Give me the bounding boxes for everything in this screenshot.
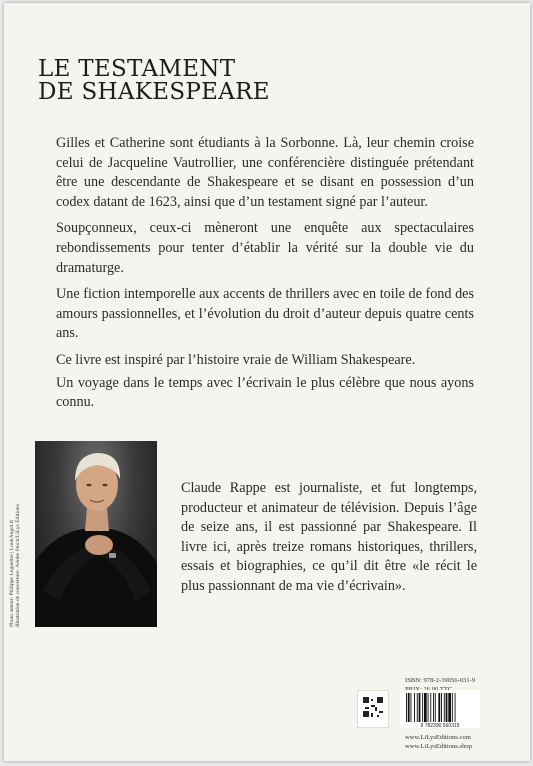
synopsis bbox=[56, 134, 474, 420]
barcode-digits: 9 782390 560319 bbox=[420, 723, 460, 728]
photo-credit-line: Photo auteur: Philippe Legueltre | LookAngel.fr bbox=[9, 519, 15, 627]
barcode-bar bbox=[411, 693, 412, 722]
barcode-bar bbox=[448, 693, 451, 722]
barcode-bar bbox=[438, 693, 440, 722]
photo-credit bbox=[9, 441, 22, 627]
qr-code bbox=[357, 690, 389, 728]
book-title bbox=[38, 58, 270, 104]
author-bio: Claude Rappe est journaliste, et fut longtemps, producteur et animateur de télévision. Depuis l’âge de seize ans, il est passionné par Shakespeare. Il livre ici, après treize romans historiques, thrillers, essais et biographies, ce qu’il dit être «le récit le plus passionnant de ma vie d’écrivain». bbox=[181, 480, 477, 594]
barcode-bar bbox=[414, 693, 415, 722]
barcode-bar bbox=[424, 693, 427, 722]
barcode-bar bbox=[455, 693, 456, 722]
isbn: ISBN: 978-2-39056-031-9 bbox=[405, 677, 476, 684]
barcode-bar bbox=[452, 693, 453, 722]
barcode-bar bbox=[430, 693, 431, 722]
synopsis-paragraph: Un voyage dans le temps avec l’écrivain le plus célèbre que nous ayons connu. bbox=[56, 374, 474, 411]
barcode bbox=[400, 690, 480, 728]
barcode-bar bbox=[444, 693, 445, 722]
barcode-bar bbox=[422, 693, 423, 722]
barcode-bar bbox=[435, 693, 436, 722]
barcode-bar bbox=[433, 693, 434, 722]
synopsis-paragraph: Soupçonneux, ceux-ci mèneront une enquête aux spectaculaires rebondissements pour tenter d’établir la vérité sur la double vie du dramaturge. bbox=[56, 220, 474, 276]
publisher-urls bbox=[405, 733, 472, 751]
barcode-bar bbox=[408, 693, 410, 722]
website-link[interactable]: www.LiLysEditions.com bbox=[405, 734, 471, 741]
website-link[interactable]: www.LiLysEditions.shop bbox=[405, 743, 472, 750]
barcode-bar bbox=[446, 693, 448, 722]
barcode-bar bbox=[428, 693, 429, 722]
illustration-credit-line: Illustration de couverture: Adobe Stock/LiLys Éditions bbox=[15, 504, 22, 627]
synopsis-paragraph: Gilles et Catherine sont étudiants à la Sorbonne. Là, leur chemin croise celui de Jacqueline Vautrollier, une conférencière distinguée prétendant être une descendante de Shakespeare et se disant en possession d’un codex datant de 1623, ainsi que d’un testament signé par l’auteur. bbox=[56, 135, 474, 210]
barcode-bar bbox=[406, 693, 407, 722]
author-photo bbox=[35, 441, 157, 627]
barcode-bar bbox=[441, 693, 442, 722]
barcode-bar bbox=[417, 693, 418, 722]
barcode-bar bbox=[419, 693, 421, 722]
title-line-1: LE TESTAMENT bbox=[38, 56, 236, 82]
synopsis-paragraph: Une fiction intemporelle aux accents de thrillers avec en toile de fond des amours passionnelles, et l’évolution du droit d’auteur depuis quatre cents ans. bbox=[56, 286, 474, 342]
synopsis-paragraph: Ce livre est inspiré par l’histoire vraie de William Shakespeare. bbox=[56, 351, 416, 368]
title-line-2: DE SHAKESPEARE bbox=[38, 79, 270, 105]
